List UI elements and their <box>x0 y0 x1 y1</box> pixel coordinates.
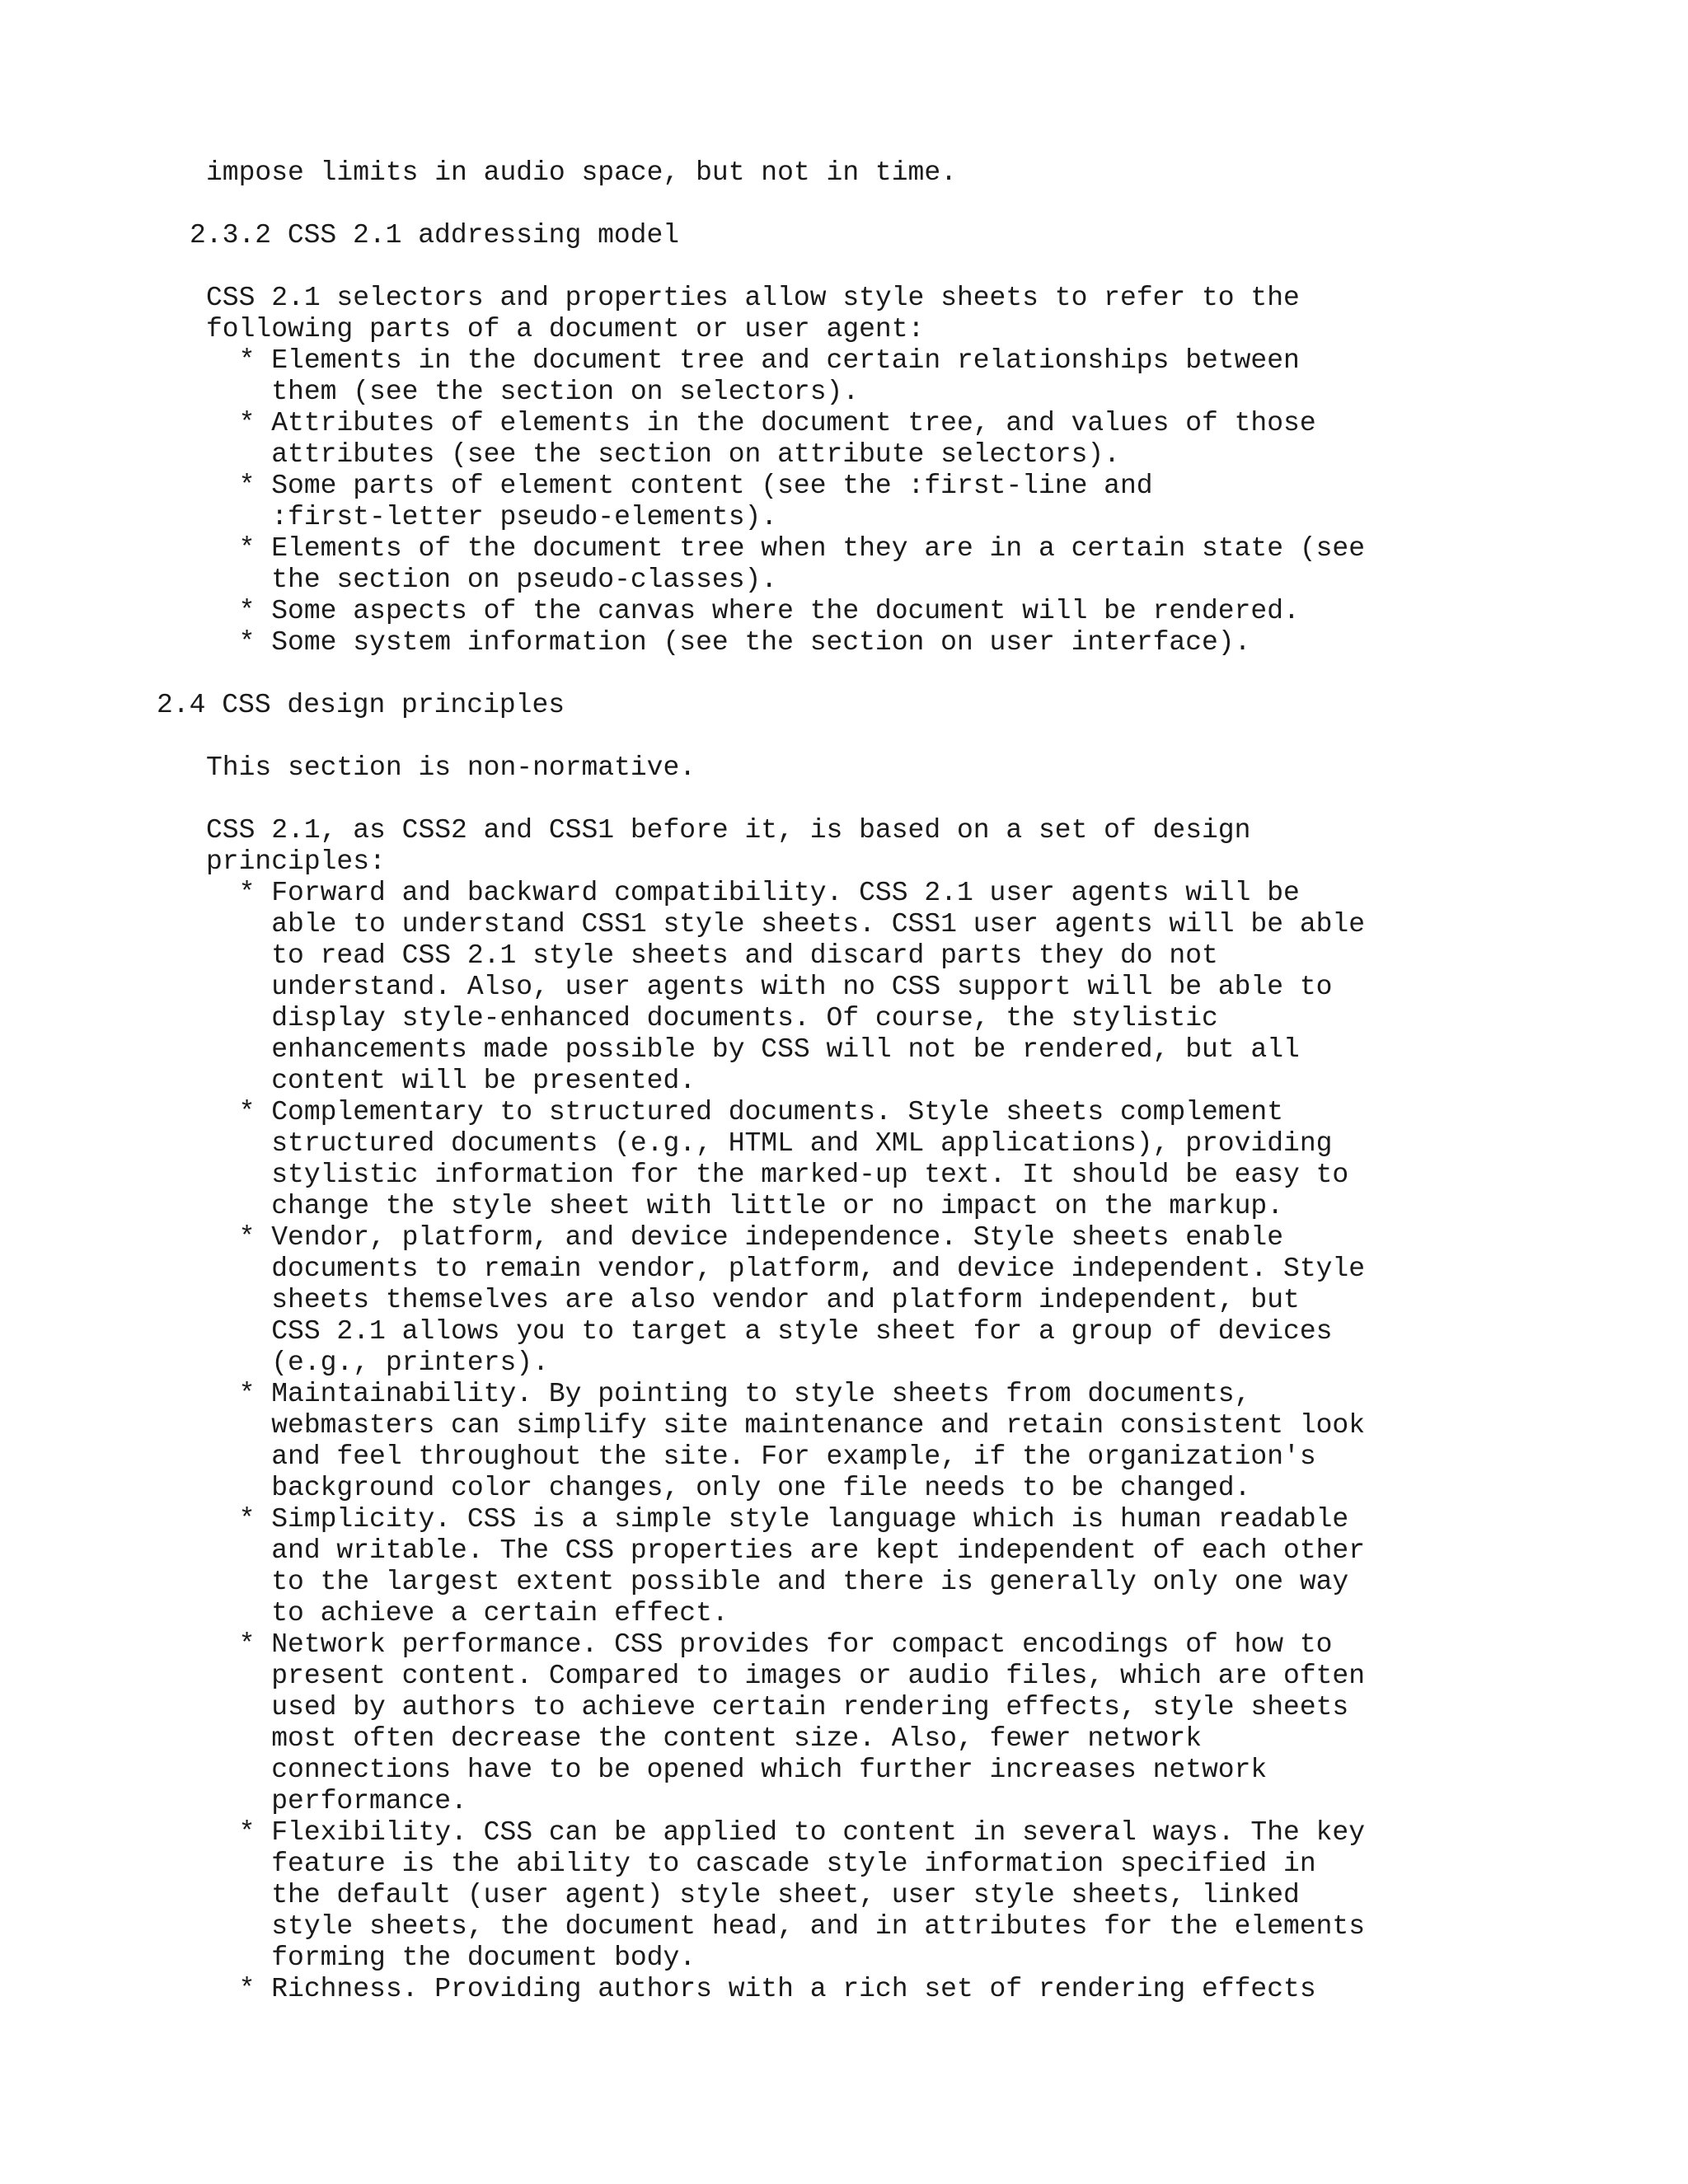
list-item-line: structured documents (e.g., HTML and XML applications), providing <box>206 1128 1333 1159</box>
list-item-line: forming the document body. <box>206 1943 696 1973</box>
list-item-line: * Richness. Providing authors with a rich set of rendering effects <box>206 1974 1316 2004</box>
list-item-line: background color changes, only one file needs to be changed. <box>206 1473 1251 1503</box>
list-item-line: feature is the ability to cascade style information specified in <box>206 1849 1316 1879</box>
paragraph-line: impose limits in audio space, but not in time. <box>206 157 957 188</box>
paragraph-line: principles: <box>206 846 386 877</box>
list-item-line: * Some aspects of the canvas where the document will be rendered. <box>206 596 1300 626</box>
list-item-line: the section on pseudo-classes). <box>206 565 778 595</box>
list-item-line: * Maintainability. By pointing to style sheets from documents, <box>206 1379 1251 1409</box>
list-item-line: and feel throughout the site. For example, if the organization's <box>206 1441 1316 1472</box>
paragraph-line: CSS 2.1, as CSS2 and CSS1 before it, is based on a set of design <box>206 815 1251 846</box>
list-item-line: attributes (see the section on attribute selectors). <box>206 439 1120 470</box>
list-item-line: connections have to be opened which further increases network <box>206 1755 1268 1785</box>
list-item-line: * Simplicity. CSS is a simple style language which is human readable <box>206 1504 1349 1535</box>
paragraph-line: CSS 2.1 selectors and properties allow style sheets to refer to the <box>206 283 1300 313</box>
list-item-line: performance. <box>206 1786 467 1816</box>
list-item-line: content will be presented. <box>206 1066 696 1096</box>
paragraph-line: This section is non-normative. <box>206 752 696 783</box>
list-item-line: * Complementary to structured documents. Style sheets complement <box>206 1097 1284 1127</box>
list-item-line: understand. Also, user agents with no CSS support will be able to <box>206 972 1333 1002</box>
list-item-line: * Flexibility. CSS can be applied to content in several ways. The key <box>206 1817 1366 1848</box>
section-heading: 2.4 CSS design principles <box>157 690 565 720</box>
list-item-line: them (see the section on selectors). <box>206 377 860 407</box>
list-item-line: most often decrease the content size. Also, fewer network <box>206 1723 1202 1754</box>
list-item-line: to the largest extent possible and there is generally only one way <box>206 1567 1349 1597</box>
list-item-line: stylistic information for the marked-up text. It should be easy to <box>206 1160 1349 1190</box>
list-item-line: style sheets, the document head, and in attributes for the elements <box>206 1911 1366 1942</box>
list-item-line: * Some parts of element content (see the :first-line and <box>206 471 1153 501</box>
list-item-line: * Network performance. CSS provides for compact encodings of how to <box>206 1629 1333 1660</box>
list-item-line: * Forward and backward compatibility. CSS 2.1 user agents will be <box>206 878 1300 908</box>
list-item-line: present content. Compared to images or audio files, which are often <box>206 1661 1366 1691</box>
list-item-line: to achieve a certain effect. <box>206 1598 729 1629</box>
subsection-heading: 2.3.2 CSS 2.1 addressing model <box>190 220 680 251</box>
list-item-line: * Elements of the document tree when they are in a certain state (see <box>206 533 1366 564</box>
list-item-line: :first-letter pseudo-elements). <box>206 502 778 532</box>
list-item-line: (e.g., printers). <box>206 1347 549 1378</box>
list-item-line: able to understand CSS1 style sheets. CSS1 user agents will be able <box>206 909 1366 940</box>
paragraph-line: following parts of a document or user agent: <box>206 314 925 344</box>
list-item-line: change the style sheet with little or no impact on the markup. <box>206 1191 1284 1221</box>
list-item-line: * Vendor, platform, and device independence. Style sheets enable <box>206 1222 1284 1253</box>
list-item-line: sheets themselves are also vendor and platform independent, but <box>206 1285 1300 1315</box>
list-item-line: * Some system information (see the section on user interface). <box>206 627 1251 658</box>
list-item-line: and writable. The CSS properties are kept independent of each other <box>206 1535 1366 1566</box>
list-item-line: webmasters can simplify site maintenance and retain consistent look <box>206 1410 1366 1441</box>
list-item-line: the default (user agent) style sheet, user style sheets, linked <box>206 1880 1300 1910</box>
list-item-line: used by authors to achieve certain rendering effects, style sheets <box>206 1692 1349 1722</box>
list-item-line: * Elements in the document tree and certain relationships between <box>206 345 1300 376</box>
list-item-line: display style-enhanced documents. Of course, the stylistic <box>206 1003 1218 1033</box>
list-item-line: enhancements made possible by CSS will not be rendered, but all <box>206 1034 1300 1065</box>
list-item-line: documents to remain vendor, platform, and device independent. Style <box>206 1254 1366 1284</box>
list-item-line: to read CSS 2.1 style sheets and discard parts they do not <box>206 940 1218 971</box>
list-item-line: * Attributes of elements in the document tree, and values of those <box>206 408 1316 438</box>
list-item-line: CSS 2.1 allows you to target a style sheet for a group of devices <box>206 1316 1333 1347</box>
